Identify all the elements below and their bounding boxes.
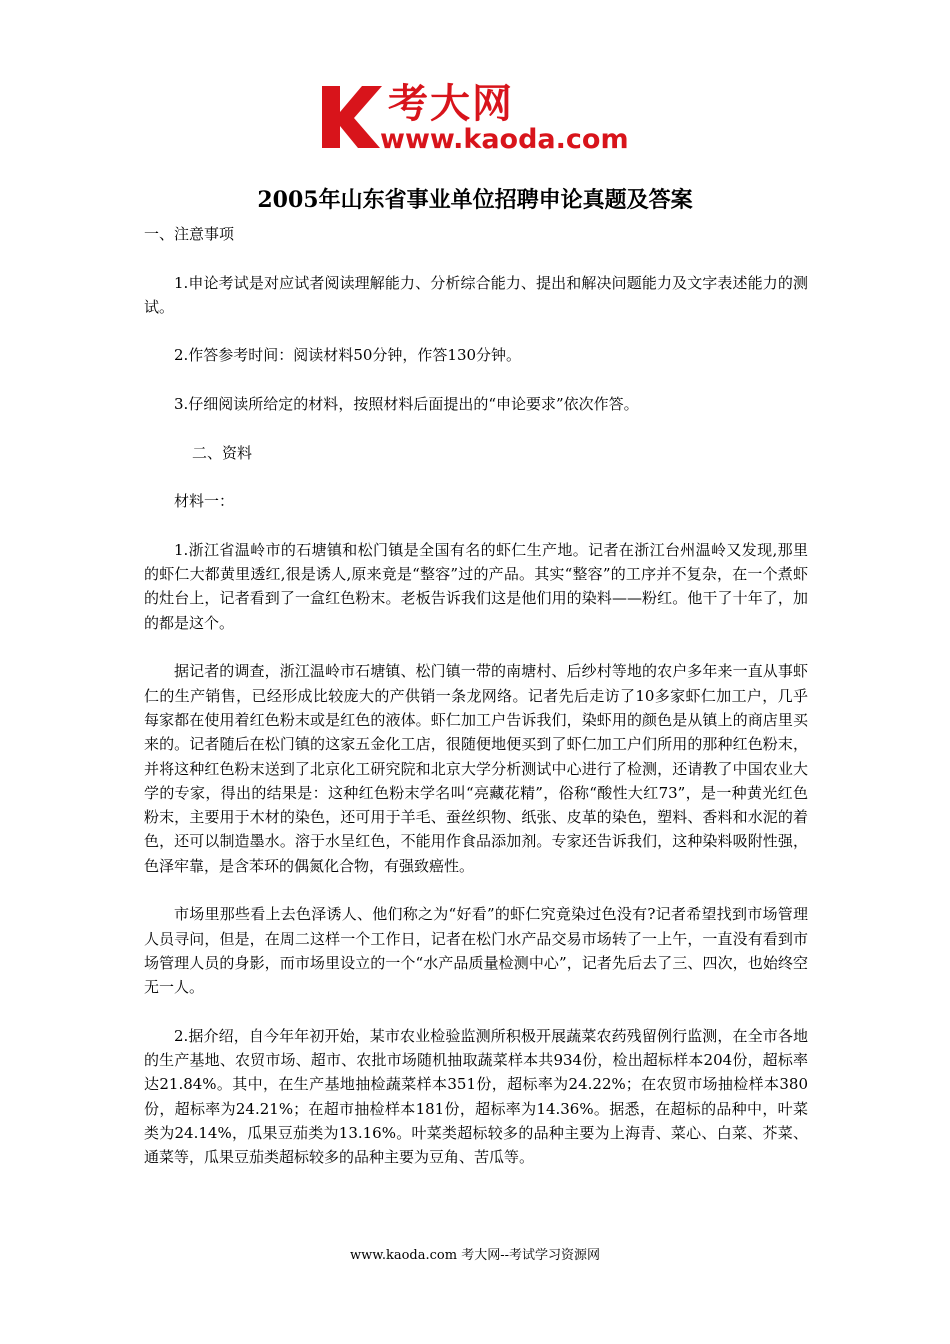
paragraph: 1.申论考试是对应试者阅读理解能力、分析综合能力、提出和解决问题能力及文字表述能力的测试。: [144, 273, 808, 316]
site-logo: [318, 82, 640, 158]
section-heading-notes: 一、注意事项: [144, 225, 235, 243]
document-body: [144, 222, 808, 1194]
paragraph: 市场里那些看上去色泽诱人、他们称之为“好看”的虾仁究竟染过色没有?记者希望找到市场管理人员寻问，但是，在周二这样一个工作日，记者在松门水产品交易市场转了一上午，一直没有看到市场管理人员的身影，而市场里设立的一个“水产品质量检测中心”，记者先后去了三、四次，也始终空无一人。: [144, 905, 808, 997]
logo-name: 考大网: [388, 81, 514, 127]
paragraph: 据记者的调查，浙江温岭市石塘镇、松门镇一带的南塘村、后纱村等地的农户多年来一直从事虾仁的生产销售，已经形成比较庞大的产供销一条龙网络。记者先后走访了10多家虾仁加工户，几乎每家都在使用着红色粉末或是红色的液体。虾仁加工户告诉我们，染虾用的颜色是从镇上的商店里买来的。记者随后在松门镇的这家五金化工店，很随便地便买到了虾仁加工户们所用的那种红色粉末，并将这种红色粉末送到了北京化工研究院和北京大学分析测试中心进行了检测，还请教了中国农业大学的专家，得出的结果是：这种红色粉末学名叫“亮藏花精”，俗称“酸性大红73”，是一种黄光红色粉末，主要用于木材的染色，还可用于羊毛、蚕丝织物、纸张、皮革的染色，塑料、香料和水泥的着色，还可以制造墨水。溶于水呈红色，不能用作食品添加剂。专家还告诉我们，这种染料吸附性强，色泽牢靠，是含苯环的偶氮化合物，有强致癌性。: [144, 662, 808, 875]
material-label: 材料一：: [174, 492, 235, 511]
logo-k-icon: [318, 82, 384, 152]
document-title: 2005年山东省事业单位招聘申论真题及答案: [257, 187, 693, 213]
page-footer: www.kaoda.com 考大网--考试学习资源网: [350, 1248, 600, 1263]
paragraph: 2.作答参考时间：阅读材料50分钟，作答130分钟。: [174, 346, 522, 365]
logo-url: www.kaoda.com: [380, 124, 629, 155]
paragraph: 2.据介绍，自今年年初开始，某市农业检验监测所积极开展蔬菜农药残留例行监测，在全市各地的生产基地、农贸市场、超市、农批市场随机抽取蔬菜样本共934份，检出超标样本204份，超标率达21.84%。其中，在生产基地抽检蔬菜样本351份，超标率为24.22%；在农贸市场抽检样本380份，超标率为24.21%；在超市抽检样本181份，超标率为14.36%。据悉，在超标的品种中，叶菜类为24.14%，瓜果豆茄类为13.16%。叶菜类超标较多的品种主要为上海青、菜心、白菜、芥菜、通菜等，瓜果豆茄类超标较多的品种主要为豆角、苦瓜等。: [144, 1026, 808, 1167]
paragraph: 3.仔细阅读所给定的材料，按照材料后面提出的“申论要求”依次作答。: [174, 395, 639, 414]
paragraph: 1.浙江省温岭市的石塘镇和松门镇是全国有名的虾仁生产地。记者在浙江台州温岭又发现,那里的虾仁大都黄里透红,很是诱人,原来竟是“整容”过的产品。其实“整容”的工序并不复杂，在一个煮虾的灶台上，记者看到了一盒红色粉末。老板告诉我们这是他们用的染料——粉红。他干了十年了，加的都是这个。: [144, 540, 808, 632]
section-heading-materials: 二、资料: [192, 443, 253, 462]
